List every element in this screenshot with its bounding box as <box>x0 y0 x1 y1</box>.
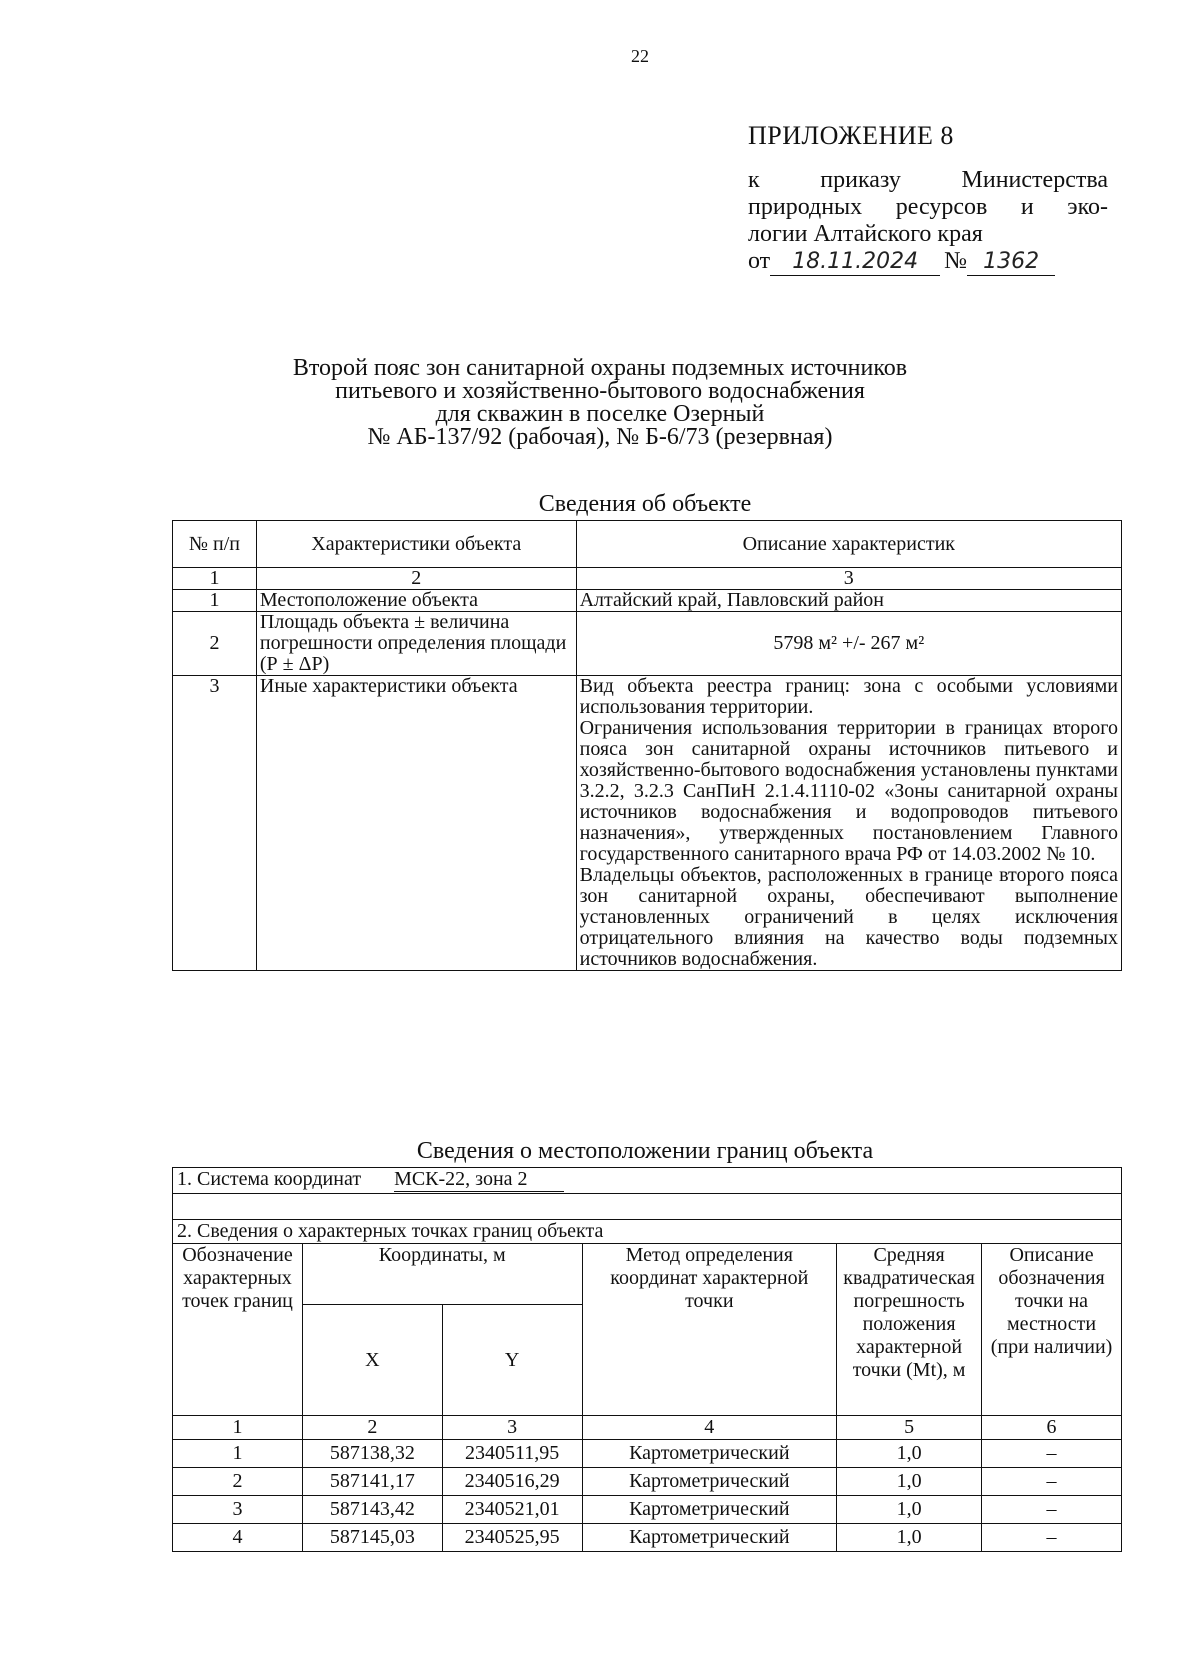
points-label: 2. Сведения о характерных точках границ объекта <box>173 1220 1122 1244</box>
order-date: 18.11.2024 <box>770 248 940 276</box>
heading-line-3: для скважин в поселке Озерный <box>435 401 765 427</box>
row-num: 2 <box>173 612 257 676</box>
point-description: – <box>982 1468 1122 1496</box>
appendix-date-line <box>748 248 1108 276</box>
index-cell: 6 <box>982 1416 1122 1440</box>
heading-line-4: № АБ-137/92 (рабочая), № Б-6/73 (резервная) <box>367 424 833 450</box>
description-paragraph: Ограничения использования территории в границах второго пояса зон санитарной охраны источников питьевого и хозяйственно-бытового водоснабжения установлены пунктами 3.2.2, 3.2.3 СанПиН 2.1.4.1110-02 «Зоны санитарной охраны источников водоснабжения и водопроводов питьевого назначения», утвержденных постановлением Главного государственного санитарного врача РФ от 14.03.2002 № 10. <box>579 717 1118 865</box>
header-designation: Обозначение характерных точек границ <box>173 1244 303 1416</box>
boundaries-title: Сведения о местоположении границ объекта <box>416 1138 874 1164</box>
index-cell: 3 <box>442 1416 582 1440</box>
header-y: Y <box>442 1305 582 1416</box>
from-label: от <box>748 248 771 274</box>
point-error: 1,0 <box>837 1468 982 1496</box>
page-number: 22 <box>631 46 649 66</box>
description-paragraph: Владельцы объектов, расположенных в границе второго пояса зон санитарной охраны, обеспечивают выполнение установленных ограничений в целях исключения отрицательного влияния на качество воды подземных источников водоснабжения. <box>579 864 1118 970</box>
table-row <box>173 676 1122 971</box>
heading-line-1: Второй пояс зон санитарной охраны подземных источников <box>292 355 908 381</box>
index-cell: 5 <box>837 1416 982 1440</box>
heading-line-2: питьевого и хозяйственно-бытового водоснабжения <box>335 378 865 404</box>
coordinate-system-label: 1. Система координат <box>177 1168 362 1190</box>
point-x: 587143,42 <box>302 1496 442 1524</box>
point-y: 2340521,01 <box>442 1496 582 1524</box>
coordinate-system-row <box>173 1168 1122 1194</box>
point-x: 587138,32 <box>302 1440 442 1468</box>
row-description <box>576 676 1121 971</box>
index-cell: 4 <box>582 1416 837 1440</box>
point-method: Картометрический <box>582 1496 837 1524</box>
index-cell: 2 <box>256 568 576 590</box>
header-error: Средняя квадратическая погрешность положения характерной точки (Mt), м <box>837 1244 982 1416</box>
point-method: Картометрический <box>582 1440 837 1468</box>
table-index-row <box>173 1416 1122 1440</box>
appendix-block <box>748 122 1108 276</box>
number-label: № <box>944 248 968 274</box>
header-num: № п/п <box>173 521 257 568</box>
row-description: 5798 м² +/- 267 м² <box>576 612 1121 676</box>
object-info-title: Сведения об объекте <box>538 491 752 517</box>
index-cell: 1 <box>173 1416 303 1440</box>
header-characteristic: Характеристики объекта <box>256 521 576 568</box>
point-id: 3 <box>173 1496 303 1524</box>
table-row <box>173 1524 1122 1552</box>
appendix-line-3: логии Алтайского края <box>748 221 983 247</box>
table-index-row <box>173 568 1122 590</box>
table-row <box>173 1440 1122 1468</box>
order-number: 1362 <box>967 248 1055 276</box>
appendix-line-2: природных ресурсов и эко- <box>748 194 1108 220</box>
point-y: 2340511,95 <box>442 1440 582 1468</box>
point-error: 1,0 <box>837 1524 982 1552</box>
point-id: 1 <box>173 1440 303 1468</box>
point-id: 2 <box>173 1468 303 1496</box>
appendix-line-1: к приказу Министерства <box>748 167 1108 193</box>
description-paragraph: Вид объекта реестра границ: зона с особыми условиями использования территории. <box>579 675 1118 718</box>
point-description: – <box>982 1524 1122 1552</box>
point-id: 4 <box>173 1524 303 1552</box>
point-error: 1,0 <box>837 1496 982 1524</box>
table-row <box>173 590 1122 612</box>
row-characteristic: Иные характеристики объекта <box>256 676 576 971</box>
index-cell: 3 <box>576 568 1121 590</box>
table-row <box>173 612 1122 676</box>
point-y: 2340516,29 <box>442 1468 582 1496</box>
row-characteristic: Местоположение объекта <box>256 590 576 612</box>
index-cell: 2 <box>302 1416 442 1440</box>
appendix-title: ПРИЛОЖЕНИЕ 8 <box>748 121 954 150</box>
coordinate-system-value: МСК-22, зона 2 <box>394 1168 564 1192</box>
header-description: Описание характеристик <box>576 521 1121 568</box>
point-method: Картометрический <box>582 1468 837 1496</box>
boundaries-table <box>172 1167 1122 1552</box>
row-description: Алтайский край, Павловский район <box>576 590 1121 612</box>
point-method: Картометрический <box>582 1524 837 1552</box>
row-num: 1 <box>173 590 257 612</box>
point-y: 2340525,95 <box>442 1524 582 1552</box>
table-header-row <box>173 521 1122 568</box>
document-heading <box>260 357 940 449</box>
point-error: 1,0 <box>837 1440 982 1468</box>
table-row <box>173 1468 1122 1496</box>
header-method: Метод определения координат характерной точки <box>582 1244 837 1416</box>
header-x: X <box>302 1305 442 1416</box>
object-info-table <box>172 520 1122 971</box>
points-label-row <box>173 1220 1122 1244</box>
index-cell: 1 <box>173 568 257 590</box>
table-row <box>173 1496 1122 1524</box>
spacer-row <box>173 1194 1122 1220</box>
row-num: 3 <box>173 676 257 971</box>
point-x: 587141,17 <box>302 1468 442 1496</box>
point-description: – <box>982 1496 1122 1524</box>
header-point-description: Описание обозначения точки на местности (при наличии) <box>982 1244 1122 1416</box>
point-description: – <box>982 1440 1122 1468</box>
header-coords: Координаты, м <box>302 1244 582 1305</box>
row-characteristic: Площадь объекта ± величина погрешности определения площади (Р ± ΔР) <box>256 612 576 676</box>
point-x: 587145,03 <box>302 1524 442 1552</box>
table-header-row <box>173 1244 1122 1305</box>
coordinate-system-cell <box>173 1168 1122 1194</box>
